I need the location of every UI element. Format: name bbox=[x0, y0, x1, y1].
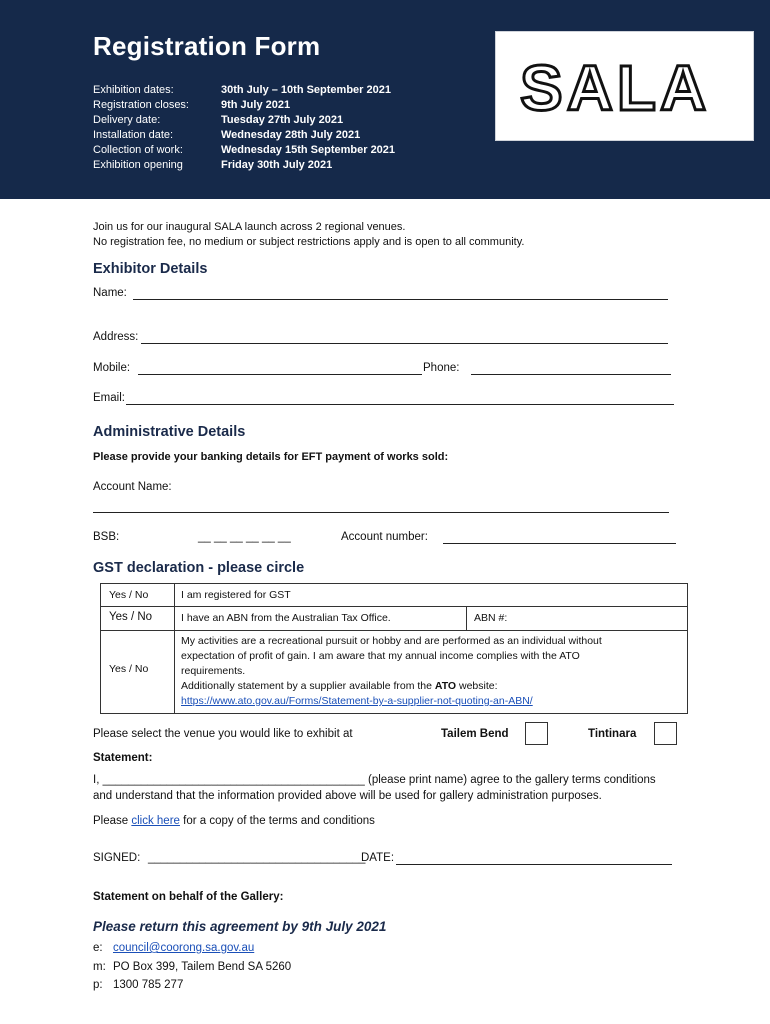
hobby-line: expectation of profit of gain. I am aware that my annual income complies with the ATO bbox=[181, 650, 580, 662]
gst-choice-hobby[interactable]: Yes / No bbox=[109, 663, 149, 675]
email-label: Email: bbox=[93, 392, 125, 404]
date-value: 30th July – 10th September 2021 bbox=[221, 84, 391, 96]
date-value: Wednesday 28th July 2021 bbox=[221, 129, 361, 141]
account-name-field[interactable] bbox=[93, 512, 669, 513]
hobby-line: My activities are a recreational pursuit or hobby and are performed as an individual without bbox=[181, 635, 602, 647]
address-label: Address: bbox=[93, 331, 139, 343]
address-field[interactable] bbox=[141, 343, 668, 344]
terms-line bbox=[93, 815, 375, 827]
date-label: Installation date: bbox=[93, 129, 174, 141]
venue-tailem-bend-checkbox[interactable] bbox=[525, 722, 548, 745]
venue-tailem-bend-label: Tailem Bend bbox=[441, 728, 509, 740]
phone-prefix: p: bbox=[93, 979, 103, 991]
ato-suffix: website: bbox=[456, 680, 498, 692]
date-label: Registration closes: bbox=[93, 99, 189, 111]
email-prefix: e: bbox=[93, 942, 103, 954]
date-label: Exhibition opening bbox=[93, 159, 183, 171]
mail-prefix: m: bbox=[93, 961, 106, 973]
date-field[interactable] bbox=[396, 864, 672, 865]
terms-suffix: for a copy of the terms and conditions bbox=[179, 815, 375, 827]
table-divider bbox=[174, 584, 175, 713]
date-value: Tuesday 27th July 2021 bbox=[221, 114, 344, 126]
gst-table bbox=[100, 583, 688, 714]
gst-text-abn: I have an ABN from the Australian Tax Office. bbox=[181, 612, 391, 624]
intro-line-1: Join us for our inaugural SALA launch across 2 regional venues. bbox=[93, 221, 406, 233]
venue-tintinara-checkbox[interactable] bbox=[654, 722, 677, 745]
ato-prefix: Additionally statement by a supplier available from the bbox=[181, 680, 435, 692]
gst-choice-registered[interactable]: Yes / No bbox=[109, 589, 149, 601]
svg-text:SALA: SALA bbox=[520, 54, 711, 120]
statement-heading: Statement: bbox=[93, 752, 153, 764]
account-name-label: Account Name: bbox=[93, 481, 172, 493]
council-phone: 1300 785 277 bbox=[113, 979, 184, 991]
intro-line-2: No registration fee, no medium or subject restrictions apply and is open to all community. bbox=[93, 236, 525, 248]
signature-field[interactable]: __________________________________ bbox=[148, 852, 366, 864]
date-label: Exhibition dates: bbox=[93, 84, 174, 96]
ato-link[interactable]: https://www.ato.gov.au/Forms/Statement-by-a-supplier-not-quoting-an-ABN/ bbox=[181, 695, 533, 707]
ato-bold: ATO bbox=[434, 680, 457, 692]
hobby-line: requirements. bbox=[181, 665, 246, 677]
gallery-statement-heading: Statement on behalf of the Gallery: bbox=[93, 891, 284, 903]
date-value: Friday 30th July 2021 bbox=[221, 159, 333, 171]
exhibitor-details-heading: Exhibitor Details bbox=[93, 261, 208, 277]
name-label: Name: bbox=[93, 287, 127, 299]
abn-number-label: ABN #: bbox=[474, 612, 508, 624]
venue-prompt: Please select the venue you would like to exhibit at bbox=[93, 728, 353, 740]
date-value: 9th July 2021 bbox=[221, 99, 291, 111]
table-divider bbox=[101, 630, 687, 631]
bsb-field[interactable]: __ __ __ __ __ __ bbox=[198, 531, 291, 543]
gst-text-hobby bbox=[181, 634, 602, 709]
return-deadline-heading: Please return this agreement by 9th July 2021 bbox=[93, 919, 387, 934]
phone-label: Phone: bbox=[423, 362, 460, 374]
header-banner bbox=[0, 0, 770, 199]
bsb-label: BSB: bbox=[93, 531, 120, 543]
postal-address: PO Box 399, Tailem Bend SA 5260 bbox=[113, 961, 292, 973]
table-divider bbox=[101, 606, 687, 607]
gst-choice-abn[interactable]: Yes / No bbox=[109, 611, 153, 623]
mobile-label: Mobile: bbox=[93, 362, 131, 374]
statement-line-2: and understand that the information provided above will be used for gallery administration purposes. bbox=[93, 790, 602, 802]
date-label: DATE: bbox=[361, 852, 395, 864]
signed-label: SIGNED: bbox=[93, 852, 141, 864]
date-label: Collection of work: bbox=[93, 144, 183, 156]
statement-line-1[interactable]: I, _________________________________________ (please print name) agree to the gallery terms conditions bbox=[93, 774, 656, 786]
gst-declaration-heading: GST declaration - please circle bbox=[93, 560, 305, 576]
date-value: Wednesday 15th September 2021 bbox=[221, 144, 396, 156]
terms-link[interactable]: click here bbox=[131, 815, 180, 827]
council-email-link[interactable]: council@coorong.sa.gov.au bbox=[113, 942, 255, 954]
name-field[interactable] bbox=[133, 299, 668, 300]
phone-field[interactable] bbox=[471, 374, 671, 375]
page-title: Registration Form bbox=[93, 31, 321, 61]
email-field[interactable] bbox=[126, 404, 674, 405]
sala-logo-icon bbox=[518, 54, 734, 120]
sala-logo bbox=[495, 31, 754, 141]
banking-instruction: Please provide your banking details for EFT payment of works sold: bbox=[93, 451, 449, 463]
account-number-label: Account number: bbox=[341, 531, 428, 543]
gst-text-registered: I am registered for GST bbox=[181, 589, 291, 601]
terms-prefix: Please bbox=[93, 815, 132, 827]
date-label: Delivery date: bbox=[93, 114, 161, 126]
table-divider bbox=[466, 606, 467, 630]
administrative-details-heading: Administrative Details bbox=[93, 424, 246, 440]
venue-tintinara-label: Tintinara bbox=[588, 728, 637, 740]
ato-statement-line bbox=[181, 679, 602, 694]
account-number-field[interactable] bbox=[443, 543, 676, 544]
mobile-field[interactable] bbox=[138, 374, 422, 375]
